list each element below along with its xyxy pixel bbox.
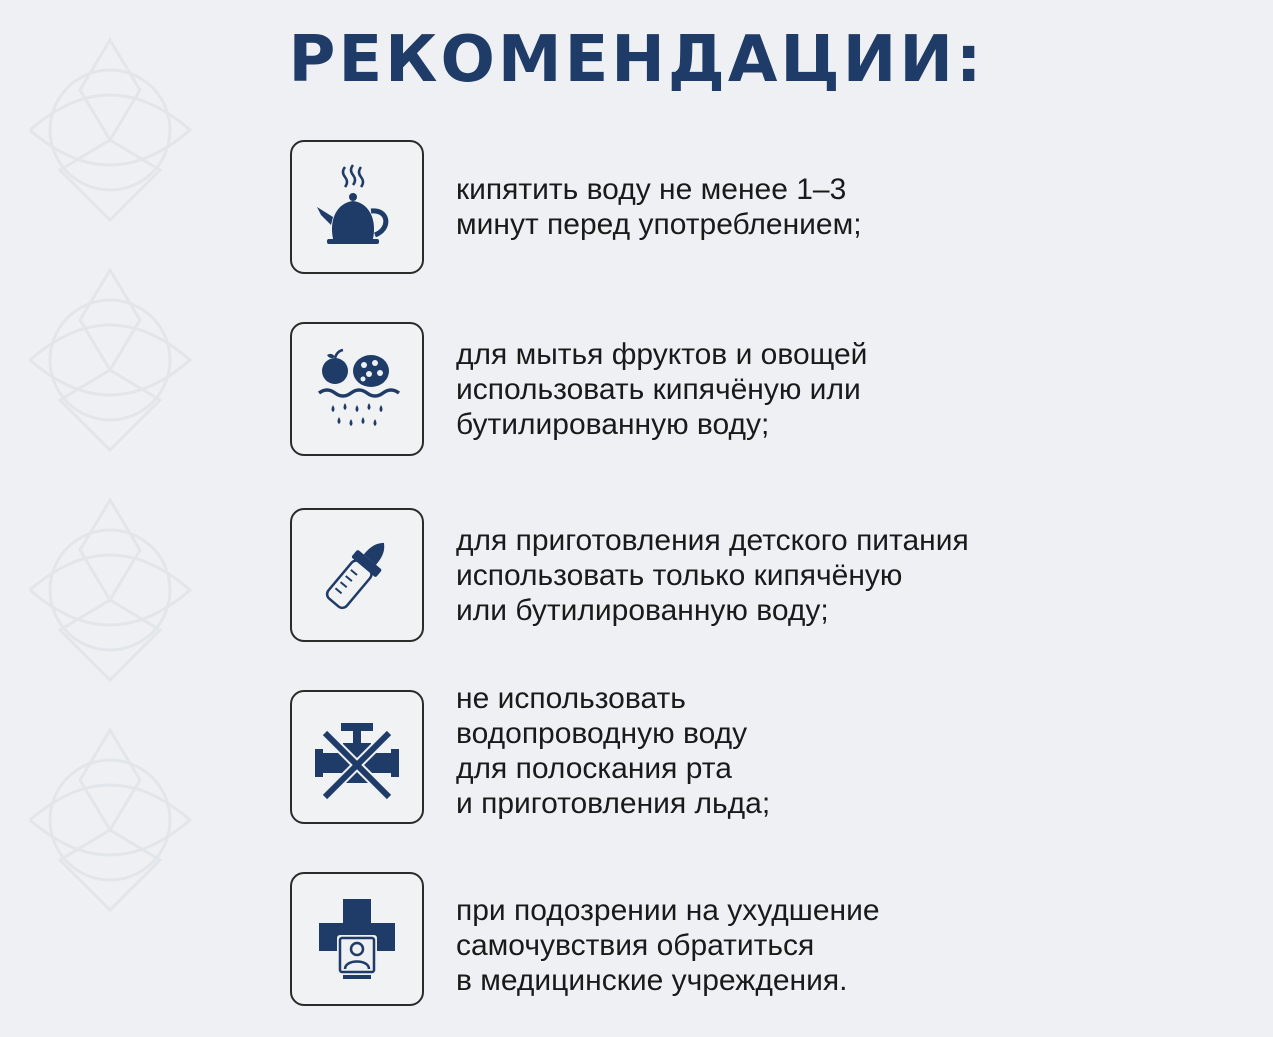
recommendation-item-wash-fruits (290, 322, 1250, 462)
kettle-icon-box (290, 140, 424, 274)
recommendation-item-tap-water (290, 682, 1250, 830)
recommendation-item-medical-help (290, 872, 1250, 1012)
baby-bottle-icon (309, 527, 405, 623)
medical-cross-icon (309, 891, 405, 987)
recommendation-text: не использовать водопроводную воду для полоскания рта и приготовления льда; (456, 682, 771, 820)
crossed-pipe-icon-box (290, 690, 424, 824)
page-title: РЕКОМЕНДАЦИИ: (288, 23, 985, 97)
recommendation-text: для мытья фруктов и овощей использовать кипячёную или бутилированную воду; (456, 337, 868, 441)
recommendation-text: кипятить воду не менее 1–3 минут перед употреблением; (456, 173, 862, 241)
recommendation-text: для приготовления детского питания использовать только кипячёную или бутилированную воду; (456, 523, 969, 627)
kettle-icon (309, 159, 405, 255)
baby-bottle-icon-box (290, 508, 424, 642)
fruit-washing-icon-box (290, 322, 424, 456)
recommendation-item-boil-water (290, 140, 1250, 280)
recommendation-item-baby-food (290, 508, 1250, 648)
recommendation-text: при подозрении на ухудшение самочувствия обратиться в медицинские учреждения. (456, 893, 880, 997)
medical-cross-icon-box (290, 872, 424, 1006)
fruit-washing-icon (309, 341, 405, 437)
crossed-pipe-icon (309, 709, 405, 805)
decorative-ornament (0, 0, 240, 1037)
